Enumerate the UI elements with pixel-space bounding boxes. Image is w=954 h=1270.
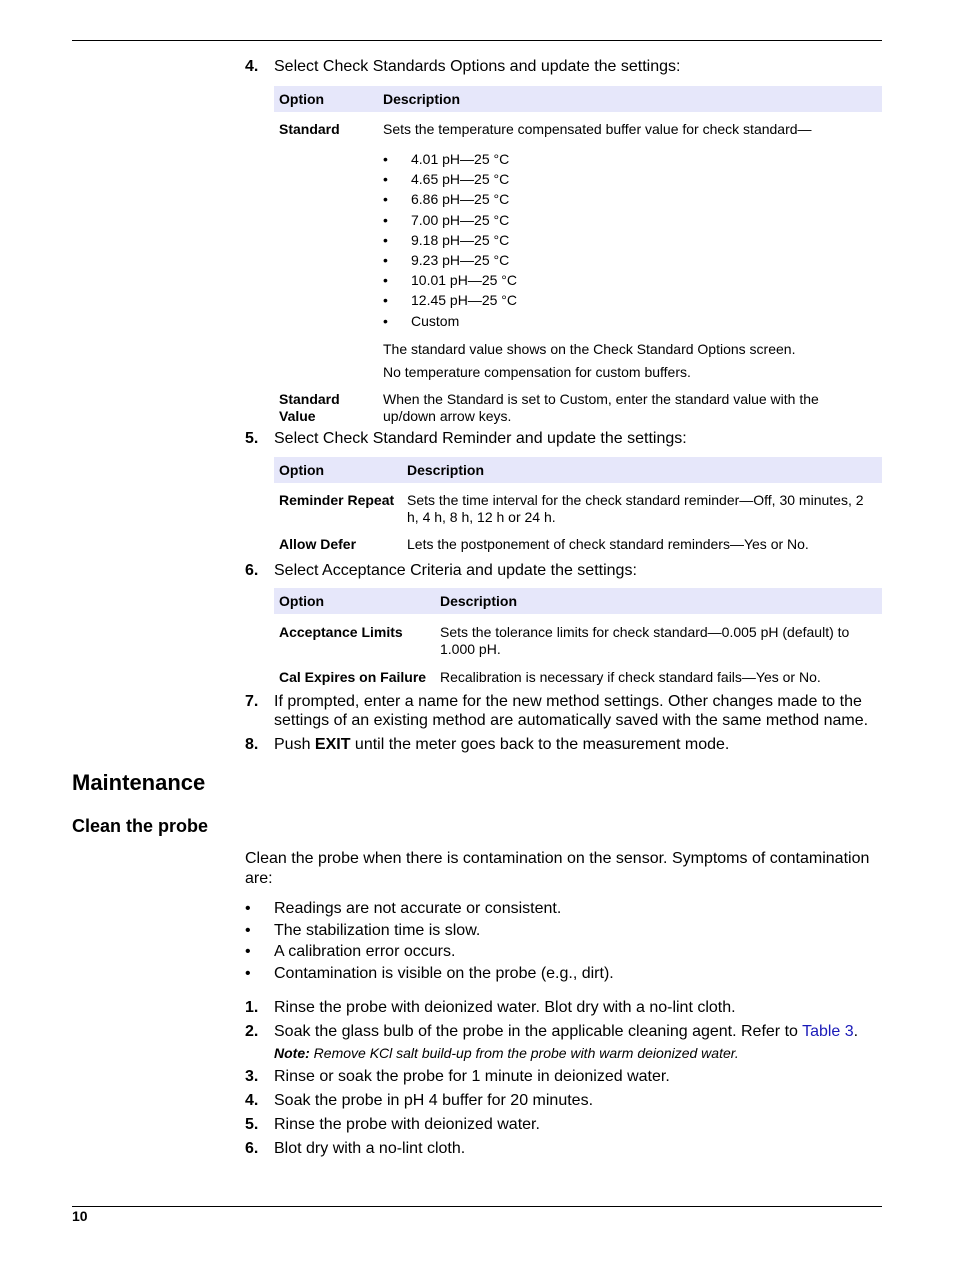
list-item: • 4.01 pH—25 °C xyxy=(383,149,877,169)
list-item: • 9.18 pH—25 °C xyxy=(383,230,877,250)
maintenance-intro: Clean the probe when there is contamination on the sensor. Symptoms of contamination are: xyxy=(245,850,870,887)
step-text: Select Check Standards Options and update the settings: xyxy=(274,58,681,75)
description-acceptance-limits: Sets the tolerance limits for check standard—0.005 pH (default) to 1.000 pH. xyxy=(440,624,850,657)
step-text-main: Soak the glass bulb of the probe in the applicable cleaning agent. Refer to xyxy=(274,1023,803,1040)
description-standard xyxy=(378,112,882,381)
bullet: • xyxy=(245,943,251,960)
table-header-row xyxy=(274,457,882,483)
option-standard: Standard xyxy=(279,121,340,137)
option-allow-defer: Allow Defer xyxy=(279,536,357,552)
option-acceptance-limits: Acceptance Limits xyxy=(279,624,403,640)
list-item: • 4.65 pH—25 °C xyxy=(383,169,877,189)
option-standard-value xyxy=(274,381,378,425)
step-number: 1. xyxy=(245,999,259,1016)
list-item: • Custom xyxy=(383,311,877,331)
step-number: 4. xyxy=(245,1092,259,1109)
table-header-row xyxy=(274,588,882,614)
check-standards-options-table xyxy=(274,86,882,425)
symptom-text: A calibration error occurs. xyxy=(274,943,456,960)
label-line: Standard xyxy=(279,390,340,407)
header-option: Option xyxy=(274,457,402,483)
description-note: The standard value shows on the Check Standard Options screen. xyxy=(383,340,796,357)
header-rule xyxy=(72,40,882,41)
step-number: 5. xyxy=(245,430,259,447)
table-row xyxy=(274,112,882,381)
step-text: If prompted, enter a name for the new method settings. Other changes made to the settings of an existing method are automatically saved with the same method name. xyxy=(274,693,869,729)
cleaning-note xyxy=(274,1045,739,1062)
step-text xyxy=(274,1022,874,1041)
list-item: • 10.01 pH—25 °C xyxy=(383,270,877,290)
step-number: 2. xyxy=(245,1023,259,1040)
exit-key-label: EXIT xyxy=(314,736,351,753)
label-line: Value xyxy=(279,407,316,424)
symptom-text: The stabilization time is slow. xyxy=(274,922,481,939)
step-text-post: until the meter goes back to the measurement mode. xyxy=(350,736,730,753)
step-text: Blot dry with a no-lint cloth. xyxy=(274,1140,466,1157)
step-number: 5. xyxy=(245,1116,259,1133)
subsection-heading-clean-the-probe: Clean the probe xyxy=(72,816,209,836)
bullet: • xyxy=(245,922,251,939)
note-text: Remove KCl salt build-up from the probe with warm deionized water. xyxy=(309,1045,739,1061)
step-text-period: . xyxy=(853,1023,859,1040)
step-number: 6. xyxy=(245,562,259,579)
header-option: Option xyxy=(274,86,378,112)
bullet: • xyxy=(245,900,251,917)
table-row xyxy=(274,483,882,526)
table-3-link[interactable]: Table 3 xyxy=(802,1023,854,1040)
list-item: • 7.00 pH—25 °C xyxy=(383,210,877,230)
header-description: Description xyxy=(378,86,882,112)
step-number: 6. xyxy=(245,1140,259,1157)
step-text: Rinse the probe with deionized water. xyxy=(274,1116,540,1133)
table-row xyxy=(274,658,882,686)
section-heading-maintenance: Maintenance xyxy=(72,770,206,795)
step-number: 7. xyxy=(245,693,259,710)
header-description: Description xyxy=(402,457,882,483)
page-number: 10 xyxy=(72,1208,88,1224)
bullet: • xyxy=(245,965,251,982)
footer-rule xyxy=(72,1206,882,1207)
table-row xyxy=(274,381,882,425)
standard-values-list xyxy=(383,149,877,331)
list-item: • 6.86 pH—25 °C xyxy=(383,189,877,209)
list-item: • 9.23 pH—25 °C xyxy=(383,250,877,270)
step-text-pre: Push xyxy=(274,736,315,753)
table-row xyxy=(274,614,882,658)
header-description: Description xyxy=(435,588,882,614)
description-reminder-repeat: Sets the time interval for the check standard reminder—Off, 30 minutes, 2 h, 4 h, 8 h, 12 h or 24 h. xyxy=(407,492,864,525)
symptom-text: Contamination is visible on the probe (e.g., dirt). xyxy=(274,965,614,982)
check-standard-reminder-table xyxy=(274,457,882,553)
step-text: Select Check Standard Reminder and update the settings: xyxy=(274,430,687,447)
step-number: 8. xyxy=(245,736,259,753)
option-reminder-repeat: Reminder Repeat xyxy=(279,492,395,508)
acceptance-criteria-table xyxy=(274,588,882,686)
symptom-text: Readings are not accurate or consistent. xyxy=(274,900,562,917)
description-cal-expires-on-failure: Recalibration is necessary if check standard fails—Yes or No. xyxy=(440,669,821,685)
description-intro: Sets the temperature compensated buffer value for check standard— xyxy=(383,121,812,137)
description-allow-defer: Lets the postponement of check standard reminders—Yes or No. xyxy=(407,536,809,552)
description-standard-value: When the Standard is set to Custom, enter the standard value with the up/down arrow keys. xyxy=(383,390,819,424)
step-number: 3. xyxy=(245,1068,259,1085)
step-text: Select Acceptance Criteria and update the settings: xyxy=(274,562,637,579)
list-item: • 12.45 pH—25 °C xyxy=(383,290,877,310)
option-cal-expires-on-failure: Cal Expires on Failure xyxy=(279,669,427,685)
description-note: No temperature compensation for custom buffers. xyxy=(383,363,691,380)
table-header-row xyxy=(274,86,882,112)
note-label: Note: xyxy=(274,1045,310,1061)
header-option: Option xyxy=(274,588,435,614)
step-text xyxy=(274,735,874,754)
step-number: 4. xyxy=(245,58,259,75)
step-text: Rinse or soak the probe for 1 minute in deionized water. xyxy=(274,1068,670,1085)
table-row xyxy=(274,526,882,553)
step-text: Soak the probe in pH 4 buffer for 20 minutes. xyxy=(274,1092,594,1109)
step-text: Rinse the probe with deionized water. Blot dry with a no-lint cloth. xyxy=(274,999,736,1016)
